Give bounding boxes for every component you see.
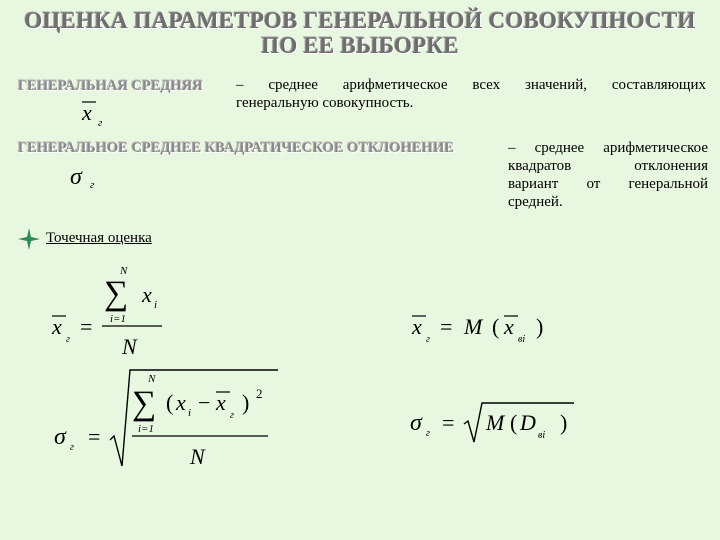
- std-desc-line-1: – среднее арифметическое: [508, 140, 708, 156]
- page-title: [0, 8, 720, 58]
- fs-xi-sub: i: [188, 407, 192, 419]
- fv-g: г: [426, 428, 430, 439]
- mean-description: [236, 76, 706, 112]
- mean-heading: ГЕНЕРАЛЬНАЯ СРЕДНЯЯ: [18, 78, 203, 94]
- fv-sigma: σ: [410, 410, 422, 436]
- sqrt-sign: [464, 403, 574, 442]
- std-desc-line-3: вариант от генеральной: [508, 176, 708, 192]
- fm-xi-sub: i: [154, 299, 158, 311]
- fe-vi: вi: [518, 334, 526, 345]
- fs-x-g: г: [230, 410, 234, 421]
- point-estimate-label: Точечная оценка: [46, 230, 152, 246]
- fm-sum: ∑: [104, 275, 129, 312]
- fe-x2: x: [504, 314, 514, 339]
- fm-xi: x: [142, 282, 152, 307]
- fm-sum-top: N: [120, 265, 128, 277]
- formula-std-estimate: [50, 368, 290, 474]
- fs-lparen: (: [166, 390, 174, 415]
- std-heading: ГЕНЕРАЛЬНОЕ СРЕДНЕЕ КВАДРАТИЧЕСКОЕ ОТКЛОНЕНИЕ: [18, 140, 454, 156]
- std-symbol-sub: г: [90, 179, 95, 191]
- fs-x: x: [216, 390, 226, 415]
- fv-M: M: [486, 410, 505, 435]
- fs-eq: =: [88, 424, 101, 449]
- fm-sum-bottom: i=1: [110, 313, 126, 325]
- fm-den: N: [122, 334, 137, 359]
- fe-lparen: (: [492, 314, 500, 339]
- fe-rparen: ): [536, 314, 544, 339]
- fe-eq: =: [440, 314, 453, 339]
- formula-mean-estimate: [44, 262, 174, 362]
- fv-rparen: ): [560, 410, 568, 435]
- fe-x: x: [412, 314, 422, 339]
- fs-den: N: [190, 444, 205, 469]
- title-line-1: ОЦЕНКА ПАРАМЕТРОВ ГЕНЕРАЛЬНОЙ СОВОКУПНОСТИ: [24, 8, 696, 33]
- fs-sum: ∑: [132, 385, 157, 422]
- std-desc-line-4: средней.: [508, 194, 563, 210]
- fv-eq: =: [442, 410, 455, 435]
- fs-rparen: ): [242, 390, 250, 415]
- fv-lparen: (: [510, 410, 518, 435]
- fs-sum-top: N: [148, 373, 156, 385]
- fs-minus: −: [198, 390, 211, 415]
- fv-D: D: [520, 410, 536, 435]
- fm-x: x: [52, 314, 62, 339]
- fs-square: 2: [256, 386, 263, 401]
- std-description: [508, 139, 708, 211]
- mean-symbol-x: x: [82, 100, 92, 125]
- mean-desc-line-2: генеральную совокупность.: [236, 95, 414, 111]
- fv-vi: вi: [538, 430, 546, 441]
- formula-std-expectation: [406, 400, 586, 446]
- formula-mean-expectation: [408, 310, 558, 350]
- mean-desc-line-1: – среднее арифметическое всех значений, составляющих: [236, 77, 706, 93]
- std-symbol: [66, 160, 110, 194]
- fm-g: г: [66, 334, 70, 345]
- fs-xi: x: [176, 390, 186, 415]
- fs-sigma: σ: [54, 424, 66, 450]
- fs-sum-bottom: i=1: [138, 423, 154, 435]
- fm-eq: =: [80, 314, 93, 339]
- star-bullet-shape: [18, 228, 40, 250]
- title-line-2: ПО ЕЕ ВЫБОРКЕ: [261, 33, 459, 58]
- fs-g: г: [70, 442, 74, 453]
- mean-symbol-sub: г: [98, 117, 103, 129]
- mean-symbol: [70, 96, 110, 130]
- std-symbol-sigma: σ: [70, 164, 82, 190]
- fe-M: M: [464, 314, 483, 339]
- star-bullet-icon: [18, 228, 40, 250]
- std-desc-line-2: квадратов отклонения: [508, 158, 708, 174]
- fe-g: г: [426, 334, 430, 345]
